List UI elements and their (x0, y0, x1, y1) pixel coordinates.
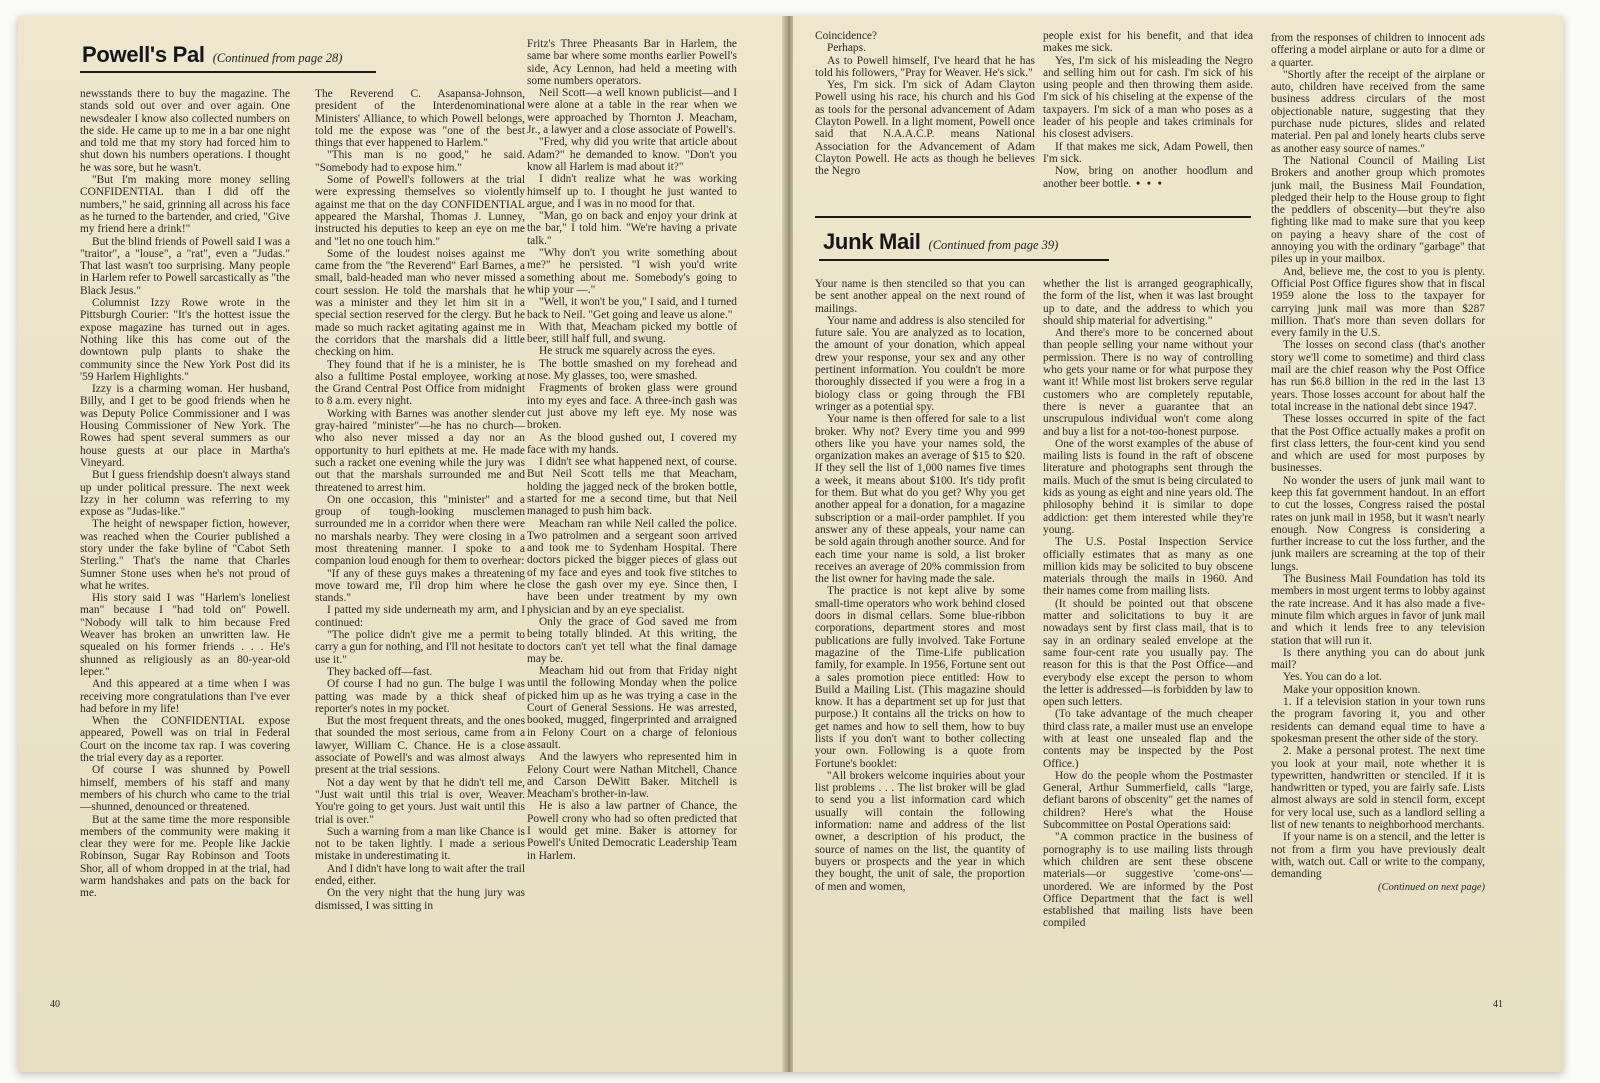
paragraph: "Shortly after the receipt of the airplane or auto, children have received from the same business address circulars of the most objectionable nature, suggesting that they purchase nude pictures, slides and related material. Pen pal and lonely hearts clubs serve as another easy source of names." (1271, 68, 1485, 155)
paragraph: Such a warning from a man like Chance is not to be taken lightly. I made a serious mistake in underestimating it. (315, 825, 525, 863)
column-3 (527, 38, 737, 1008)
right-page (793, 16, 1563, 1072)
paragraph: The Reverend C. Asapansa-Johnson, president of the Interdenominational Ministers' Alliance, to which Powell belongs, told me the expose was "one of the best things that ever happened to Harlem." (315, 88, 525, 150)
paragraph: Some of the loudest noises against me came from the "the Reverend" Earl Barnes, a small, bald-headed man who never missed a court session. He told the marshals that he was a minister and they let him sit in a special section reserved for the clergy. But he made so much racket agitating against me in the corridors that the marshals did a little checking on him. (315, 247, 525, 359)
paragraph: And the lawyers who represented him in Felony Court were Nathan Mitchell, Chance and Carson DeWitt Baker. Mitchell is Meacham's brother-in-law. (527, 751, 737, 801)
paragraph: And I didn't have long to wait after the trail ended, either. (315, 862, 525, 887)
paragraph: Columnist Izzy Rowe wrote in the Pittsburgh Courier: "It's the hottest issue the expose magazine has turned out in ages. Nothing like this has come out of the downtown pulp plants to shake the community since the New York Post did its '59 Harlem Highlights." (80, 297, 290, 383)
paragraph: On the very night that the hung jury was dismissed, I was sitting in (315, 887, 525, 912)
paragraph: I didn't see what happened next, of course. But Neil Scott tells me that Meacham, holding the jagged neck of the broken bottle, started for me a second time, but that Neil managed to push him back. (527, 456, 737, 518)
headline-rule (80, 71, 376, 73)
paragraph: He is also a law partner of Chance, the Powell crony who had so often predicted that I would get mine. Baker is attorney for Powell's United Democratic Leadership Team in Harlem. (527, 800, 737, 862)
paragraph: "Well, it won't be you," I said, and I turned back to Neil. "Get going and leave us alone." (527, 296, 737, 321)
paragraph: "Why don't you write something about me?" he persisted. "I wish you'd write something about me. Somebody's going to whip your —." (527, 247, 737, 296)
paragraph: "But I'm making more money selling CONFIDENTIAL than I did off the numbers," he said, grinning all across his face as he turned to the bartender, and cried, "Give my friend here a drink!" (80, 174, 290, 236)
paragraph: Neil Scott—a well known publicist—and I were alone at a table in the rear when we were approached by Thornton J. Meacham, Jr., a lawyer and a close associate of Powell's. (527, 87, 737, 137)
paragraph: One of the worst examples of the abuse of mailing lists is found in the raft of obscene literature and photographs sent through the mails. Much of the smut is being circulated to kids as young as eight and nine years old. The philosophy behind it is similar to dope addiction: get them interested while they're young. (1043, 437, 1253, 536)
paragraph: "All brokers welcome inquiries about your list problems . . . The list broker will be glad to send you a list information card which usually will contain the following information: name and address of the list owner, a description of his product, the source of names on the list, the quantity of buyers or prospects and the year in which they bought, the unit of sale, the proportion of men and women, (815, 769, 1025, 893)
paragraph: No wonder the users of junk mail want to keep this fat government handout. In an effort to cut the losses, Congress raised the postal rates on junk mail in 1958, but it wasn't nearly enough. Now Congress is considering a further increase to cut the loss further, and the junk mailers are screaming at the top of their lungs. (1271, 474, 1485, 573)
magazine-spread (18, 16, 1563, 1072)
paragraph: Not a day went by that he didn't tell me, "Just wait until this trial is over, Weaver. You're going to get yours. Just wait until this trial is over." (315, 776, 525, 826)
paragraph: (It should be pointed out that obscene matter and solicitations to buy it are nowadays sent by first class mail, that is to say in an ordinary sealed envelope at the same four-cent rate you usually pay. The reason for this is that the Post Office—and everybody else except the person to whom the letter is addressed—is forbidden by law to open such letters. (1043, 597, 1253, 709)
paragraph: Yes, I'm sick of his misleading the Negro and selling him out for cash. I'm sick of his using people and then throwing them aside. I'm sick of his chiseling at the expense of the taxpayers. I'm sick of a man who poses as a leader of his people and takes criminals for his closest advisers. (1043, 54, 1253, 141)
paragraph: Of course I had no gun. The bulge I was patting was made by a thick sheaf of reporter's notes in my pocket. (315, 678, 525, 715)
paragraph: But at the same time the more responsible members of the community were making it clear they were for me. People like Jackie Robinson, Sugar Ray Robinson and Toots Shor, all of whom dropped in at the trial, had warm handshakes and pats on the back for me. (80, 813, 290, 900)
article-header-junk-mail (823, 229, 1058, 255)
paragraph: Meacham hid out from that Friday night until the following Monday when the police picked him up as he was trying a case in the Court of General Sessions. He was arrested, booked, mugged, fingerprinted and arraigned in Felony Court on a charge of felonious assault. (527, 665, 737, 751)
end-mark: • • • (1131, 177, 1164, 190)
paragraph: His story said I was "Harlem's loneliest man" because I "had told on" Powell. "Nobody will talk to him because Fred Weaver has broken an unwritten law. He squealed on his former friends . . . He's shunned as religiously as an 80-year-old leper." (80, 592, 290, 678)
paragraph: Coincidence? (815, 30, 877, 42)
paragraph: Perhaps. (827, 42, 866, 55)
junk-column-2 (1043, 278, 1253, 1018)
article-header (82, 42, 342, 68)
paragraph: But the most frequent threats, and the ones that sounded the most serious, came from a lawyer, William C. Chance. He is a close associate of Powell's and was almost always present at the trial sessions. (315, 715, 525, 777)
paragraph: newsstands there to buy the magazine. The stands sold out over and over again. One newsdealer I know also collected numbers on the side. He came up to me in a bar one night and told me that my story had forced him to shut down his numbers operations. I thought he was sore, but he wasn't. (80, 88, 290, 174)
paragraph: Your name and address is also stenciled for future sale. You are analyzed as to location, the amount of your donation, which appeal drew your response, your sex and any other pertinent information. You couldn't be more thoroughly dissected if you were a frog in a biology class or going through the FBI wringer as a potential spy. (815, 314, 1025, 413)
paragraph: These losses occurred in spite of the fact that the Post Office actually makes a profit on first class letters, the four-cent kind you send and which are used for most purposes by businesses. (1271, 413, 1485, 475)
paragraph: "Fred, why did you write that article about Adam?" he demanded to know. "Don't you know all Harlem is mad about it?" (527, 136, 737, 173)
junk-column-1 (815, 278, 1025, 1018)
paragraph: "The police didn't give me a permit to carry a gun for nothing, and I'll not hesitate to use it." (315, 629, 525, 666)
paragraph: On one occasion, this "minister" and a group of tough-looking musclemen surrounded me in a corridor when there were no marshals nearby. They were closing in a most threatening manner. I spoke to a companion loud enough for them to overhear: (315, 493, 525, 568)
paragraph: And this appeared at a time when I was receiving more congratulations than I've ever had before in my life! (80, 678, 290, 715)
headline-junk-mail: Junk Mail (823, 229, 921, 254)
paragraph: Only the grace of God saved me from being totally blinded. At this writing, the doctors can't yet tell what the final damage may be. (527, 615, 737, 665)
junk-column-3 (1271, 32, 1485, 1008)
paragraph: I patted my side underneath my arm, and I continued: (315, 604, 525, 629)
paragraph: 1. If a television station in your town runs the program favoring it, you and other residents can demand equal time to have a spokesman present the other side of the story. (1271, 696, 1485, 745)
continued-next: (Continued on next page) (1377, 882, 1485, 894)
paragraph: from the responses of children to innocent ads offering a model airplane or auto for a dime or a quarter. (1271, 32, 1485, 69)
headline-rule-junk-mail (819, 259, 1109, 261)
paragraph: Yes. You can do a lot. (1283, 671, 1382, 684)
paragraph: Your name is then offered for sale to a list broker. Why not? Every time you and 999 others like you have your names sold, the organization makes an average of $15 to $20. If they sell the list of 1,000 names five times a week, it means about $100. It's tidy profit for them. But what do you get? Why you get another appeal for a donation, for a magazine subscription or a mail-order pamphlet. If you answer any of these appeals, your name can be sold again through another source. And for each time your name is sold, a list broker receives an average of 20% commission from the list owner for having made the sale. (815, 413, 1025, 586)
paragraph: Is there anything you can do about junk mail? (1271, 646, 1485, 672)
page-number-right: 41 (1493, 999, 1503, 1010)
section-rule (815, 216, 1251, 218)
paragraph: He struck me squarely across the eyes. (539, 345, 716, 358)
paragraph: If your name is on a stencil, and the letter is not from a firm you have previously dealt with, watch out. Call or write to the company, demanding (1271, 831, 1485, 881)
paragraph: But the blind friends of Powell said I was a "traitor", a "louse", a "rat", even a "Judas." That last wasn't too surprising. Many people in Harlem refer to Powell sarcastically as "the Black Jesus." (80, 235, 290, 297)
paragraph: people exist for his benefit, and that idea makes me sick. (1043, 30, 1253, 55)
paragraph: How do the people whom the Postmaster General, Arthur Summerfield, calls "large, defiant barons of obscenity" get the names of children? Here's what the House Subcommittee on Postal Operations said: (1043, 769, 1253, 832)
paragraph: "A common practice in the business of pornography is to use mailing lists through which children are sent these obscene materials—or suggestive 'come-ons'—unordered. We are informed by the Post Office Department that the fact is well established that mailing lists have been compiled (1043, 831, 1253, 930)
paragraph: "If any of these guys makes a threatening move toward me, I'll drop him where he stands." (315, 567, 525, 605)
paragraph: And there's more to be concerned about than people selling your name without your permission. There is no way of controlling who gets your name or for what purpose they want it! While most list brokers serve regular customers who are completely reputable, there is never a guarantee that an unscrupulous individual won't come along and buy a list for a not-too-honest purpose. (1043, 327, 1253, 438)
paragraph: "This man is no good," he said. "Somebody had to expose him." (315, 149, 525, 174)
paragraph: (To take advantage of the much cheaper third class rate, a mailer must use an envelope with at least one unsealed flap and the contents may be inspected by the Post Office.) (1043, 708, 1253, 770)
paragraph: The U.S. Postal Inspection Service officially estimates that as many as one million kids may be solicited to buy obscene materials through the mails in 1960. And their names come from mailing lists. (1043, 536, 1253, 598)
paragraph: 2. Make a personal protest. The next time you look at your mail, note whether it is typewritten, handwritten or stenciled. If it is handwritten or typed, you are fairly safe. Lists almost always are sold in stencil form, except for very local use, such as a landlord selling a list of new tenants to neighborhood merchants. (1271, 745, 1485, 831)
continued-from-junk-mail: (Continued from page 39) (928, 238, 1059, 252)
top-column-1 (815, 30, 1035, 220)
paragraph: As the blood gushed out, I covered my face with my hands. (527, 431, 737, 456)
paragraph: The National Council of Mailing List Brokers and another group which promotes junk mail, the Business Mail Foundation, pledged their help to the House group to fight the peddlers of obscenity—but they're also fighting like mad to make sure that you keep on paying a heavy share of the cost of annoying you with the ordinary "garbage" that piles up in your mailbox. (1271, 154, 1485, 266)
paragraph: Now, bring on another hoodlum and another beer bottle. • • • (1043, 165, 1253, 190)
paragraph: Working with Barnes was another slender gray-haired "minister"—he has no church—who also never missed a day nor an opportunity to hurl epithets at me. He made such a racket one evening while the jury was out that the marshals surrounded me and threatened to arrest him. (315, 407, 525, 494)
paragraph: Of course I was shunned by Powell himself, members of his staff and many members of his church who came to the trial—shunned, denounced or threatened. (80, 764, 290, 814)
paragraph: They found that if he is a minister, he is also a fulltime Postal employee, working at the Grand Central Post Office from midnight to 8 a.m. every night. (315, 358, 525, 408)
paragraph: With that, Meacham picked my bottle of beer, still half full, and swung. (527, 320, 737, 346)
paragraph: And, believe me, the cost to you is plenty. Official Post Office figures show that in fiscal 1959 alone the loss to the taxpayer for carrying junk mail was more than $287 million. That's more than seven dollars for every family in the U.S. (1271, 265, 1485, 340)
paragraph: whether the list is arranged geographically, the form of the list, when it was last brought up to date, and the address to which you should ship material for advertising." (1043, 278, 1253, 327)
top-column-2 (1043, 30, 1253, 220)
paragraph: Some of Powell's followers at the trial were expressing themselves so violently against me that on the day CONFIDENTIAL appeared the Marshal, Thomas J. Lunney, instructed his deputies to keep an eye on me and "let no one touch him." (315, 174, 525, 248)
paragraph: The height of newspaper fiction, however, was reached when the Courier published a story under the fake byline of "Cabot Seth Sterling." That's the name that Charles Sumner Stone uses when he's not proud of what he writes. (80, 518, 290, 592)
paragraph: Fragments of broken glass were ground into my eyes and face. A three-inch gash was cut just above my left eye. My nose was broken. (527, 382, 737, 432)
paragraph: The Business Mail Foundation has told its members in most urgent terms to lobby against the rate increase. And it has also made a five-minute film which argues in favor of junk mail and which it lends free to any television station that will run it. (1271, 573, 1485, 647)
paragraph: The practice is not kept alive by some small-time operators who work behind closed doors in dismal cellars. Some blue-ribbon corporations, department stores and most publications are fully involved. Take Fortune magazine of the Time-Life publication family, for example. In 1956, Fortune sent out a sales promotion piece entitled: How to Build a Mailing List. (This magazine should know. It has a department set up for just that purpose.) It contains all the tricks on how to get names and how to sell them, how to buy lists if you don't want to bother collecting your own. Following is a quote from Fortune's booklet: (815, 585, 1025, 770)
paragraph: Make your opposition known. (1283, 683, 1421, 696)
paragraph: They backed off—fast. (327, 665, 433, 678)
paragraph: If that makes me sick, Adam Powell, then I'm sick. (1043, 140, 1253, 165)
paragraph: Yes, I'm sick. I'm sick of Adam Clayton Powell using his race, his church and his God as tools for the personal advancement of Adam Clayton Powell. In a light moment, Powell once said that N.A.A.C.P. means National Association for the Advancement of Adam Clayton Powell. He acts as though he believes the Negro (815, 79, 1035, 178)
paragraph: When the CONFIDENTIAL expose appeared, Powell was on trial in Federal Court on the income tax rap. I was covering the trial every day as a reporter. (80, 715, 290, 765)
left-page (18, 16, 786, 1072)
column-2 (315, 88, 525, 1008)
paragraph: Your name is then stenciled so that you can be sent another appeal on the next round of mailings. (815, 278, 1025, 315)
headline: Powell's Pal (82, 42, 205, 67)
paragraph: Fritz's Three Pheasants Bar in Harlem, the same bar where some months earlier Powell's side, Acy Lennon, had held a meeting with some numbers operators. (527, 38, 737, 87)
column-1 (80, 88, 290, 1008)
paragraph: I didn't realize what he was working himself up to. I thought he just wanted to argue, and I was in no mood for that. (527, 173, 737, 210)
paragraph: As to Powell himself, I've heard that he has told his followers, "Pray for Weaver. He's sick." (815, 54, 1035, 79)
paragraph: Meacham ran while Neil called the police. Two patrolmen and a sergeant soon arrived and took me to Sydenham Hospital. There doctors picked the bigger pieces of glass out of my face and eyes and took five stitches to close the gash over my eye. Since then, I have been under treatment by my own physician and by an eye specialist. (527, 517, 737, 616)
page-number: 40 (50, 999, 60, 1010)
paragraph: The losses on second class (that's another story we'll come to sometime) and third class mail are the chief reason why the Post Office has run $6.8 billion in the red in the last 13 years. Those losses account for about half the total increase in the national debt since 1947. (1271, 339, 1485, 413)
paragraph: "Man, go on back and enjoy your drink at the bar," I told him. "We're having a private talk." (527, 210, 737, 247)
paragraph: The bottle smashed on my forehead and nose. My glasses, too, were smashed. (527, 357, 737, 383)
continued-from: (Continued from page 28) (212, 51, 343, 65)
paragraph: Izzy is a charming woman. Her husband, Billy, and I get to be good friends when he was Deputy Police Commissioner and I was Housing Commissioner of New York. The Rowes had spent several summers as our house guests at our place in Martha's Vineyard. (80, 383, 290, 469)
paragraph: But I guess friendship doesn't always stand up under political pressure. The next week Izzy in her column was referring to my expose as "Judas-like." (80, 469, 290, 519)
